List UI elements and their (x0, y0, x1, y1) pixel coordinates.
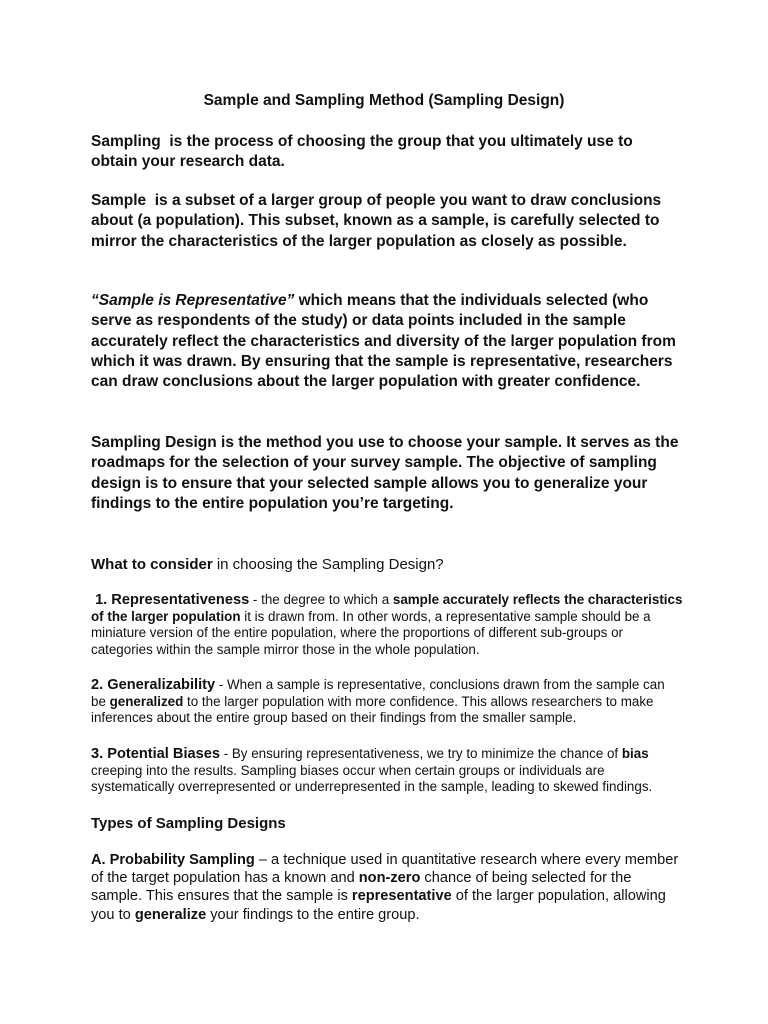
item-text: - By ensuring representativeness, we try to minimize the chance of (219, 746, 622, 761)
probability-sampling (91, 851, 683, 924)
sampling-design-definition: Sampling Design is the method you use to choose your sample. It serves as the roadmaps for the selection of your survey sample. The objective of sampling design is to ensure that your selected sample allows you to generalize your findings to the entire population you’re targeting. (91, 434, 679, 512)
probability-bold: non-zero (358, 870, 421, 887)
item-text: creeping into the results. Sampling biases occur when certain groups or individuals are systematically overrepresented or underrepresented in the sample, leading to skewed findings. (91, 762, 653, 795)
item-bold: generalized (109, 693, 184, 709)
sample-definition-text: is a subset of a larger group of people you want to draw conclusions about (a population). This subset, known as a sample, is carefully selected to mirror the characteristics of the larger population as closely as possible. (91, 192, 666, 250)
term-sample: Sample (91, 192, 147, 209)
sample-definition (91, 191, 683, 252)
item-bold: bias (621, 746, 649, 761)
item-bold: sample accurately reflects the characteristics of the larger population (91, 592, 683, 624)
representative-quote: “Sample is Representative” (91, 292, 295, 309)
item-lead: 1. Representativeness (91, 592, 250, 608)
list-item (91, 746, 683, 796)
list-item (91, 677, 683, 727)
probability-text: your findings to the entire group. (206, 906, 420, 923)
types-heading: Types of Sampling Designs (91, 815, 286, 832)
probability-text: – a technique used in quantitative research where every member of the target population has a known and (91, 852, 679, 887)
item-text: to the larger population with more confidence. This allows researchers to make inferences about the entire group based on their findings from the smaller sample. (91, 693, 654, 726)
consider-bold: What to consider (91, 556, 213, 573)
document-title: Sample and Sampling Method (Sampling Design) (203, 92, 565, 109)
item-text: it is drawn from. In other words, a representative sample should be a miniature version of the entire population, where the proportions of different sub-groups or categories within the sample mirror those in the whole population. (91, 608, 651, 658)
probability-bold: representative (351, 888, 452, 905)
item-lead: 2. Generalizability (91, 677, 216, 693)
item-text: - the degree to which a (249, 592, 393, 607)
sampling-definition (91, 132, 683, 173)
item-lead: 3. Potential Biases (91, 746, 220, 762)
term-sampling: Sampling (91, 133, 161, 150)
representative-definition-text: which means that the individuals selected (who serve as respondents of the study) or data points included in the sample accurately reflect the characteristics and diversity of the larger population from which it was drawn. By ensuring that the sample is representative, researchers can draw conclusions about the larger population with greater confidence. (91, 292, 676, 391)
probability-text: chance of being selected for the sample. This ensures that the sample is (91, 870, 632, 905)
sampling-definition-text: is the process of choosing the group that you ultimately use to obtain your research data. (91, 133, 638, 171)
representative-definition (91, 291, 683, 392)
probability-text: of the larger population, allowing you to (91, 888, 666, 923)
list-item (91, 592, 683, 659)
consider-heading (91, 555, 683, 575)
consider-rest: in choosing the Sampling Design? (212, 556, 444, 573)
probability-bold: generalize (134, 906, 207, 923)
item-text: - When a sample is representative, conclusions drawn from the sample can be (91, 677, 665, 709)
probability-lead: A. Probability Sampling (91, 852, 255, 868)
